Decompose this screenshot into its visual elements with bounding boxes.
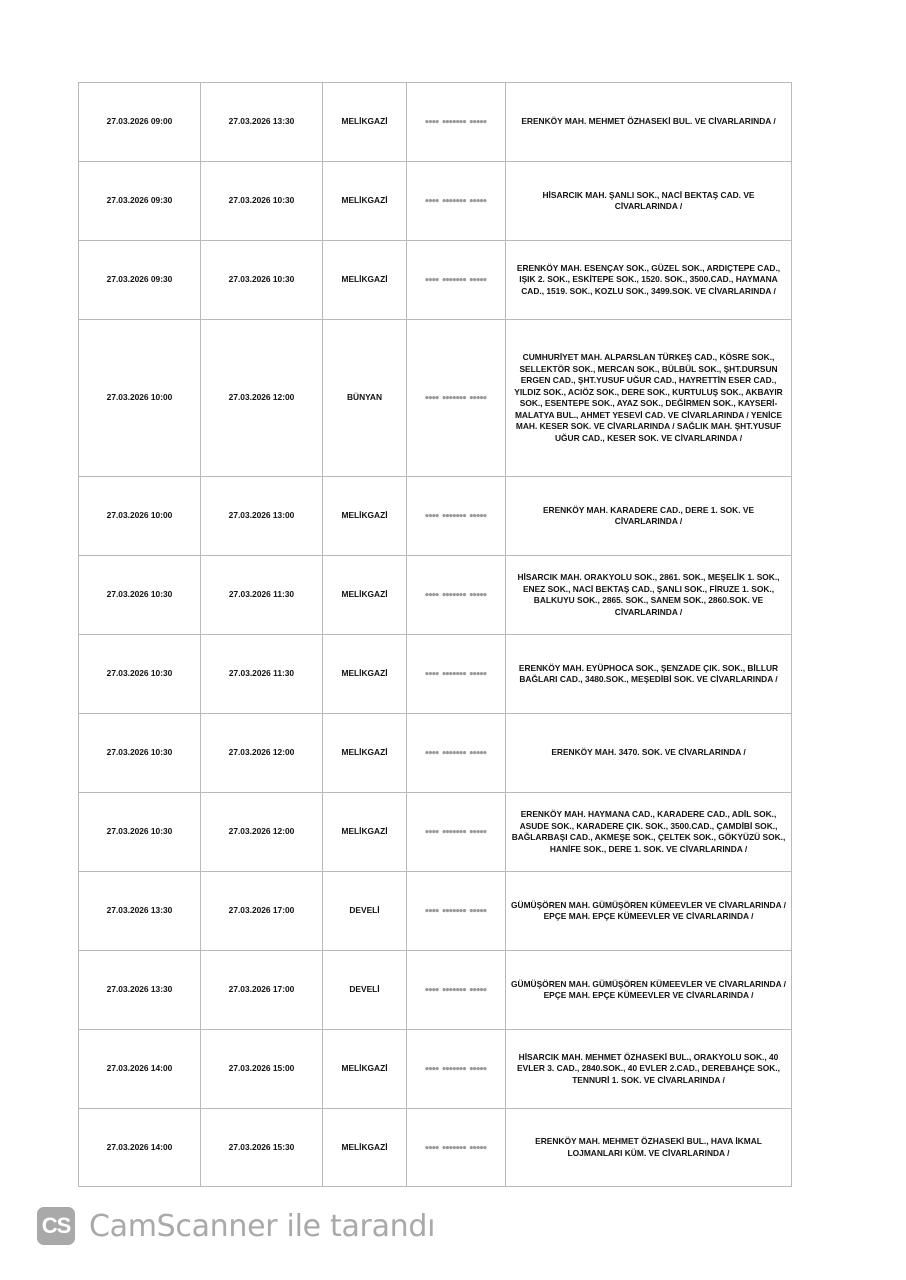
masked-info-cell — [407, 1030, 506, 1109]
address-cell: HİSARCIK MAH. ŞANLI SOK., NACİ BEKTAŞ CAD. VE CİVARLARINDA / — [506, 162, 792, 241]
end-time-cell: 27.03.2026 10:30 — [201, 241, 323, 320]
start-time-cell: 27.03.2026 14:00 — [79, 1109, 201, 1187]
district-cell: MELİKGAZİ — [323, 556, 407, 635]
table-row — [79, 320, 792, 477]
masked-info-cell — [407, 714, 506, 793]
masked-info-cell — [407, 635, 506, 714]
address-cell: GÜMÜŞÖREN MAH. GÜMÜŞÖREN KÜMEEVLER VE CİVARLARINDA / EPÇE MAH. EPÇE KÜMEEVLER VE CİVARLARINDA / — [506, 872, 792, 951]
address-cell: ERENKÖY MAH. EYÜPHOCA SOK., ŞENZADE ÇIK. SOK., BİLLUR BAĞLARI CAD., 3480.SOK., MEŞEDİBİ SOK. VE CİVARLARINDA / — [506, 635, 792, 714]
camscanner-watermark — [37, 1207, 435, 1245]
district-cell: MELİKGAZİ — [323, 635, 407, 714]
masked-info-cell — [407, 162, 506, 241]
masked-info-text: ●●●● ●●●●●●● ●●●●● — [425, 671, 487, 678]
table-row — [79, 241, 792, 320]
start-time-cell: 27.03.2026 10:30 — [79, 793, 201, 872]
end-time-cell: 27.03.2026 15:00 — [201, 1030, 323, 1109]
start-time-cell: 27.03.2026 09:30 — [79, 241, 201, 320]
masked-info-text: ●●●● ●●●●●●● ●●●●● — [425, 1144, 487, 1151]
table-row — [79, 162, 792, 241]
district-cell: DEVELİ — [323, 951, 407, 1030]
end-time-cell: 27.03.2026 10:30 — [201, 162, 323, 241]
district-cell: MELİKGAZİ — [323, 477, 407, 556]
masked-info-text: ●●●● ●●●●●●● ●●●●● — [425, 513, 487, 520]
district-cell: MELİKGAZİ — [323, 83, 407, 162]
masked-info-cell — [407, 477, 506, 556]
table-row — [79, 635, 792, 714]
district-cell: BÜNYAN — [323, 320, 407, 477]
start-time-cell: 27.03.2026 13:30 — [79, 872, 201, 951]
address-cell: HİSARCIK MAH. MEHMET ÖZHASEKİ BUL., ORAKYOLU SOK., 40 EVLER 3. CAD., 2840.SOK., 40 EVLER 2.CAD., DEREBAHÇE SOK., TENNURİ 1. SOK. VE CİVARLARINDA / — [506, 1030, 792, 1109]
masked-info-text: ●●●● ●●●●●●● ●●●●● — [425, 1066, 487, 1073]
start-time-cell: 27.03.2026 09:30 — [79, 162, 201, 241]
start-time-cell: 27.03.2026 10:00 — [79, 320, 201, 477]
end-time-cell: 27.03.2026 12:00 — [201, 714, 323, 793]
masked-info-text: ●●●● ●●●●●●● ●●●●● — [425, 395, 487, 402]
address-cell: ERENKÖY MAH. ESENÇAY SOK., GÜZEL SOK., ARDIÇTEPE CAD., IŞIK 2. SOK., ESKİTEPE SOK., 1520. SOK., 3500.CAD., HAYMANA CAD., 1519. SOK., KOZLU SOK., 3499.SOK. VE CİVARLARINDA / — [506, 241, 792, 320]
masked-info-cell — [407, 1109, 506, 1187]
masked-info-text: ●●●● ●●●●●●● ●●●●● — [425, 592, 487, 599]
masked-info-cell — [407, 320, 506, 477]
masked-info-cell — [407, 793, 506, 872]
table-row — [79, 1030, 792, 1109]
start-time-cell: 27.03.2026 14:00 — [79, 1030, 201, 1109]
camscanner-text: CamScanner ile tarandı — [89, 1208, 436, 1244]
address-cell: HİSARCIK MAH. ORAKYOLU SOK., 2861. SOK., MEŞELİK 1. SOK., ENEZ SOK., NACİ BEKTAŞ CAD., ŞANLI SOK., FİRUZE 1. SOK., BALKUYU SOK., 2865. SOK., SANEM SOK., 2860.SOK. VE CİVARLARINDA / — [506, 556, 792, 635]
end-time-cell: 27.03.2026 11:30 — [201, 635, 323, 714]
end-time-cell: 27.03.2026 13:00 — [201, 477, 323, 556]
masked-info-cell — [407, 83, 506, 162]
masked-info-text: ●●●● ●●●●●●● ●●●●● — [425, 119, 487, 126]
table-row — [79, 477, 792, 556]
outage-table — [78, 82, 792, 1187]
table-row — [79, 793, 792, 872]
table-row — [79, 872, 792, 951]
address-cell: ERENKÖY MAH. MEHMET ÖZHASEKİ BUL., HAVA İKMAL LOJMANLARI KÜM. VE CİVARLARINDA / — [506, 1109, 792, 1187]
masked-info-cell — [407, 872, 506, 951]
start-time-cell: 27.03.2026 10:30 — [79, 635, 201, 714]
table-row — [79, 83, 792, 162]
district-cell: MELİKGAZİ — [323, 1030, 407, 1109]
district-cell: MELİKGAZİ — [323, 1109, 407, 1187]
end-time-cell: 27.03.2026 12:00 — [201, 320, 323, 477]
start-time-cell: 27.03.2026 10:30 — [79, 556, 201, 635]
camscanner-logo-icon: CS — [37, 1207, 75, 1245]
masked-info-cell — [407, 556, 506, 635]
district-cell: MELİKGAZİ — [323, 714, 407, 793]
table-row — [79, 951, 792, 1030]
address-cell: ERENKÖY MAH. HAYMANA CAD., KARADERE CAD., ADİL SOK., ASUDE SOK., KARADERE ÇIK. SOK., 3500.CAD., ÇAMDİBİ SOK., BAĞLARBAŞI CAD., AKMEŞE SOK., ÇELTEK SOK., GÖKYÜZÜ SOK., HANİFE SOK., DERE 1. SOK. VE CİVARLARINDA / — [506, 793, 792, 872]
end-time-cell: 27.03.2026 17:00 — [201, 872, 323, 951]
end-time-cell: 27.03.2026 12:00 — [201, 793, 323, 872]
end-time-cell: 27.03.2026 15:30 — [201, 1109, 323, 1187]
end-time-cell: 27.03.2026 17:00 — [201, 951, 323, 1030]
address-cell: ERENKÖY MAH. KARADERE CAD., DERE 1. SOK. VE CİVARLARINDA / — [506, 477, 792, 556]
address-cell: ERENKÖY MAH. MEHMET ÖZHASEKİ BUL. VE CİVARLARINDA / — [506, 83, 792, 162]
masked-info-text: ●●●● ●●●●●●● ●●●●● — [425, 198, 487, 205]
district-cell: DEVELİ — [323, 872, 407, 951]
masked-info-cell — [407, 241, 506, 320]
end-time-cell: 27.03.2026 11:30 — [201, 556, 323, 635]
district-cell: MELİKGAZİ — [323, 241, 407, 320]
table-row — [79, 714, 792, 793]
address-cell: ERENKÖY MAH. 3470. SOK. VE CİVARLARINDA / — [506, 714, 792, 793]
masked-info-text: ●●●● ●●●●●●● ●●●●● — [425, 908, 487, 915]
masked-info-text: ●●●● ●●●●●●● ●●●●● — [425, 277, 487, 284]
start-time-cell: 27.03.2026 09:00 — [79, 83, 201, 162]
start-time-cell: 27.03.2026 10:30 — [79, 714, 201, 793]
address-cell: GÜMÜŞÖREN MAH. GÜMÜŞÖREN KÜMEEVLER VE CİVARLARINDA / EPÇE MAH. EPÇE KÜMEEVLER VE CİVARLARINDA / — [506, 951, 792, 1030]
masked-info-text: ●●●● ●●●●●●● ●●●●● — [425, 829, 487, 836]
address-cell: CUMHURİYET MAH. ALPARSLAN TÜRKEŞ CAD., KÖSRE SOK., SELLEKTÖR SOK., MERCAN SOK., BÜLBÜL SOK., ŞHT.DURSUN ERGEN CAD., ŞHT.YUSUF UĞUR CAD., HAYRETTİN ESER CAD., YILDIZ SOK., ACIÖZ SOK., DERE SOK., KURTULUŞ SOK., AKBAYIR SOK., ESENTEPE SOK., AYAZ SOK., DEĞİRMEN SOK., KAYSERİ-MALATYA BUL., AHMET YESEVİ CAD. VE CİVARLARINDA / YENİCE MAH. KESER SOK. VE CİVARLARINDA / SAĞLIK MAH. ŞHT.YUSUF UĞUR CAD., KESER SOK. VE CİVARLARINDA / — [506, 320, 792, 477]
masked-info-text: ●●●● ●●●●●●● ●●●●● — [425, 987, 487, 994]
outage-table-body — [79, 83, 792, 1187]
start-time-cell: 27.03.2026 13:30 — [79, 951, 201, 1030]
table-row — [79, 1109, 792, 1187]
table-row — [79, 556, 792, 635]
masked-info-text: ●●●● ●●●●●●● ●●●●● — [425, 750, 487, 757]
end-time-cell: 27.03.2026 13:30 — [201, 83, 323, 162]
district-cell: MELİKGAZİ — [323, 793, 407, 872]
district-cell: MELİKGAZİ — [323, 162, 407, 241]
masked-info-cell — [407, 951, 506, 1030]
start-time-cell: 27.03.2026 10:00 — [79, 477, 201, 556]
